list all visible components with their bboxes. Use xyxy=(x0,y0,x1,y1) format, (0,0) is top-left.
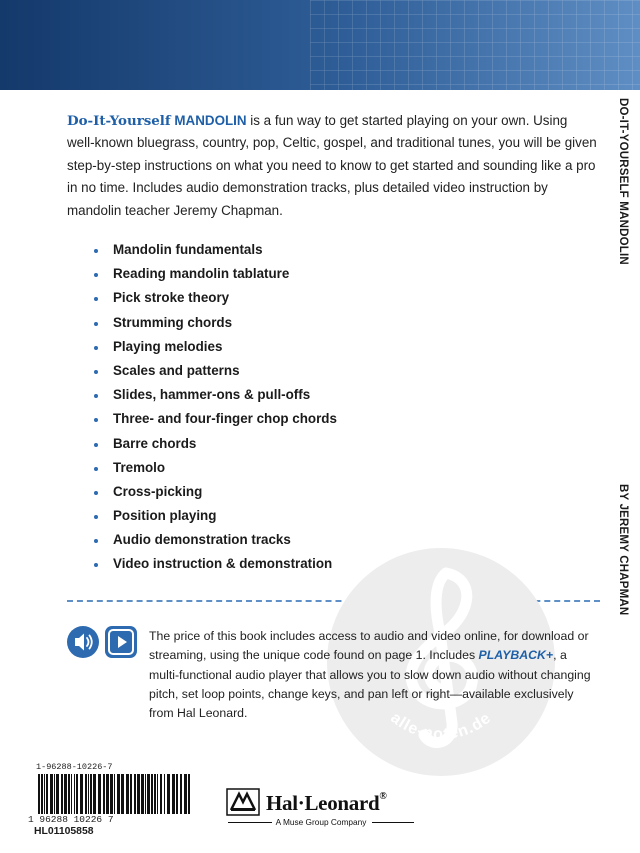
feature-item: Tremolo xyxy=(113,456,337,480)
barcode-bar xyxy=(74,774,75,814)
barcode-bar xyxy=(121,774,124,814)
barcode-bar xyxy=(114,774,115,814)
barcode-bar xyxy=(141,774,144,814)
barcode-bar xyxy=(137,774,140,814)
feature-item: Video instruction & demonstration xyxy=(113,552,337,576)
barcode-bar xyxy=(64,774,67,814)
barcode-bar xyxy=(164,774,165,814)
barcode xyxy=(28,762,198,824)
barcode-bar xyxy=(154,774,156,814)
barcode-bar xyxy=(130,774,132,814)
header-banner xyxy=(0,0,640,90)
feature-list xyxy=(113,238,337,577)
barcode-bar xyxy=(85,774,87,814)
barcode-bar xyxy=(46,774,48,814)
barcode-bar xyxy=(157,774,158,814)
feature-item: Mandolin fundamentals xyxy=(113,238,337,262)
feature-item: Position playing xyxy=(113,504,337,528)
barcode-bar xyxy=(180,774,182,814)
watermark-text: alle-noten.de xyxy=(387,709,495,744)
feature-item: Playing melodies xyxy=(113,335,337,359)
barcode-bar xyxy=(41,774,43,814)
playback-brand: PLAYBACK+ xyxy=(478,648,554,663)
feature-item: Cross-picking xyxy=(113,480,337,504)
barcode-top-number: 1-96288-10226-7 xyxy=(36,762,113,772)
barcode-bar xyxy=(176,774,178,814)
catalog-number: HL01105858 xyxy=(34,826,94,837)
barcode-bar xyxy=(103,774,105,814)
barcode-bar xyxy=(88,774,89,814)
barcode-bar xyxy=(90,774,92,814)
feature-item: Strumming chords xyxy=(113,311,337,335)
publisher-logo xyxy=(226,788,416,832)
feature-item: Three- and four-finger chop chords xyxy=(113,407,337,431)
barcode-bar xyxy=(167,774,170,814)
barcode-bar xyxy=(184,774,187,814)
publisher-name-text: Hal·Leonard xyxy=(266,791,380,815)
intro-title-instrument: MANDOLIN xyxy=(174,113,247,128)
feature-item: Scales and patterns xyxy=(113,359,337,383)
speaker-icon xyxy=(67,626,99,658)
barcode-bar xyxy=(172,774,175,814)
barcode-bar xyxy=(44,774,45,814)
intro-title-serif: Do-It-Yourself xyxy=(67,113,171,129)
spine-title: DO-IT-YOURSELF MANDOLIN xyxy=(617,98,629,265)
feature-item: Audio demonstration tracks xyxy=(113,528,337,552)
feature-item: Barre chords xyxy=(113,432,337,456)
publisher-subline: A Muse Group Company xyxy=(275,817,367,827)
barcode-bar xyxy=(68,774,70,814)
feature-item: Pick stroke theory xyxy=(113,286,337,310)
access-text-after: , a multi-functional audio player that allows you to slow down audio without changing pitch, set loop points, change keys, and pan left or right—available exclusively from Hal Leonard. xyxy=(149,648,591,721)
barcode-bar xyxy=(134,774,136,814)
media-icons xyxy=(67,626,141,660)
intro-paragraph xyxy=(67,110,597,222)
barcode-bar xyxy=(106,774,109,814)
publisher-name xyxy=(266,791,387,816)
barcode-bar xyxy=(71,774,72,814)
publisher-rule-right xyxy=(372,822,414,823)
barcode-bar xyxy=(61,774,63,814)
registered-mark: ® xyxy=(379,791,387,802)
banner-grid-pattern xyxy=(310,0,640,90)
barcode-bar xyxy=(38,774,40,814)
access-text-before: The price of this book includes access to audio and video online, for download or streaming, using the unique code found on page 1. Includes xyxy=(149,629,589,663)
barcode-bar xyxy=(110,774,113,814)
barcode-bar xyxy=(76,774,78,814)
barcode-digits: 1 96288 10226 7 xyxy=(28,814,114,825)
spine-author: BY JEREMY CHAPMAN xyxy=(617,484,629,616)
barcode-bar xyxy=(93,774,96,814)
feature-item: Slides, hammer-ons & pull-offs xyxy=(113,383,337,407)
barcode-bar xyxy=(151,774,153,814)
access-description xyxy=(149,627,599,723)
barcode-bar xyxy=(126,774,129,814)
barcode-bar xyxy=(80,774,83,814)
barcode-bar xyxy=(147,774,150,814)
barcode-bar xyxy=(160,774,162,814)
barcode-bar xyxy=(50,774,53,814)
feature-item: Reading mandolin tablature xyxy=(113,262,337,286)
barcode-bar xyxy=(117,774,120,814)
barcode-bar xyxy=(56,774,59,814)
intro-description: is a fun way to get started playing on your own. Using well-known bluegrass, country, pop, Celtic, gospel, and traditional tunes, you will be given step-by-step instructions on what you need to know to get started and sounding like a pro in no time. Includes audio demonstration tracks, plus detailed video instruction by mandolin teacher Jeremy Chapman. xyxy=(67,113,597,218)
barcode-bar xyxy=(145,774,146,814)
barcode-bar xyxy=(98,774,101,814)
barcode-bar xyxy=(54,774,55,814)
hal-leonard-logo-icon xyxy=(226,788,264,818)
barcode-bars xyxy=(36,774,196,814)
barcode-bar xyxy=(188,774,190,814)
play-icon xyxy=(105,626,137,658)
